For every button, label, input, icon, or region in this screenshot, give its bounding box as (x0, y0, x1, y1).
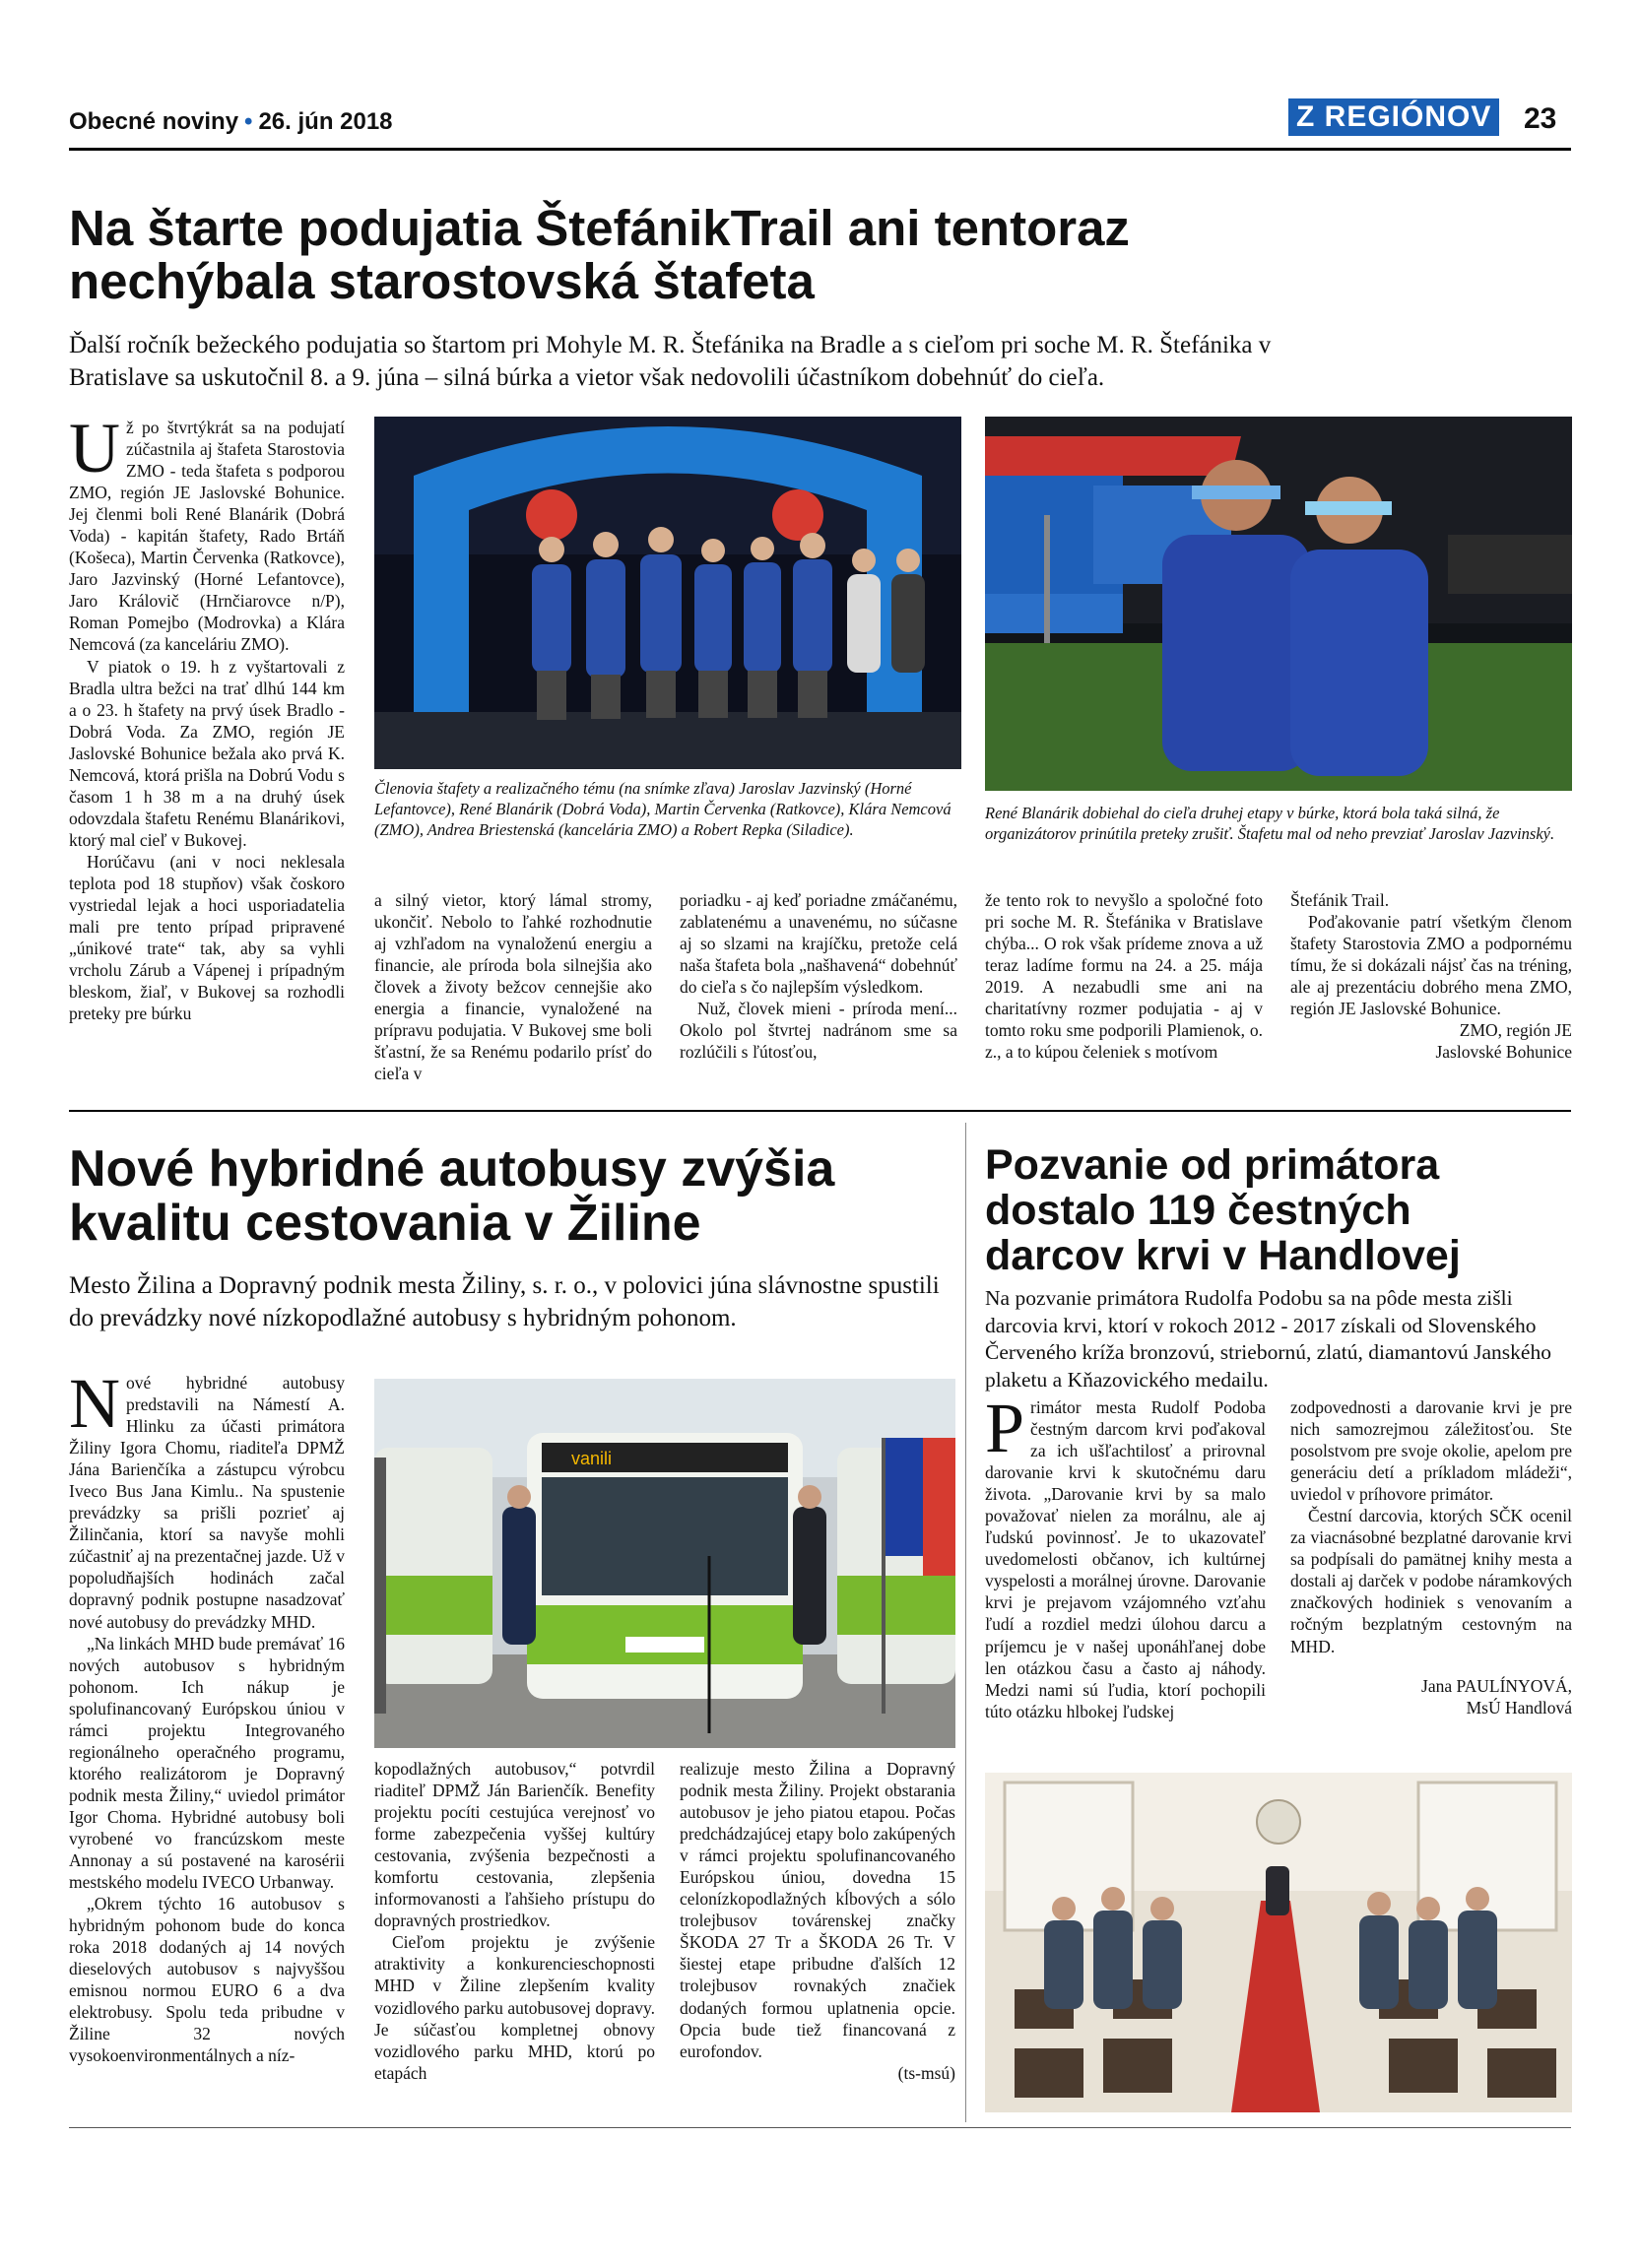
article3-dropcap: P (985, 1389, 1025, 1467)
article2-dropcap: N (69, 1364, 120, 1443)
article1-lead-line1: Ďalší ročník bežeckého podujatia so štartom pri Mohyle M. R. Štefánika na Bradle a s cieľom pri soche M. R. Štefánika v (69, 332, 1272, 358)
article1-caption1: Členovia štafety a realizačného tému (na snímke zľava) Jaroslav Jazvinský (Horné Lefantovce), René Blanárik (Dobrá Voda), Martin Červenka (Ratkovce), Klára Nemcová (ZMO), Andrea Briestenská (kancelária ZMO) a Robert Repka (Siladice). (374, 779, 951, 840)
article1-title-line1: Na štarte podujatia ŠtefánikTrail ani tentoraz (69, 200, 1130, 256)
article2-title-line2: kvalitu cestovania v Žiline (69, 1194, 701, 1252)
article1-column4 (985, 889, 1263, 1063)
column-divider (965, 1123, 966, 2122)
article1-paragraph: Nuž, človek mieni - príroda mení... Okolo pol štvrtej nadránom sme sa rozlúčili s ľútosťou, (680, 999, 957, 1063)
page-number: 23 (1524, 102, 1557, 135)
article3-column1 (985, 1389, 1266, 1722)
article2-title (69, 1142, 955, 1250)
issue-date: 26. jún 2018 (258, 108, 393, 135)
bus-destination-sign: vanili (571, 1449, 613, 1468)
article1-column2 (374, 889, 652, 1084)
article1-signature (1290, 1019, 1572, 1063)
footer-rule (69, 2127, 1571, 2128)
article2-column3 (680, 1758, 955, 2084)
article2-title-line1: Nové hybridné autobusy zvýšia (69, 1140, 835, 1198)
article1-paragraph: Štefánik Trail. (1290, 890, 1390, 910)
article2-paragraph: „Okrem týchto 16 autobusov s hybridným pohonom bude do konca roka 2018 dodaných aj 14 nových dieselových autobusov s najvyššou emisnou normou EURO 6 a dva elektrobusy. Spolu teda pribudne v Žiline 32 nových vysokoenvironmentálnych a níz- (69, 1894, 345, 2066)
article2-signature: (ts-msú) (897, 2062, 955, 2083)
relay-team-photo (374, 417, 961, 769)
article1-title-line2: nechýbala starostovská štafeta (69, 252, 815, 309)
article1-paragraph: Horúčavu (ani v noci neklesala teplota pod 18 stupňov) však čoskoro vystriedal lejak a hoci usporiadatelia mali pre tento prípad pripravené „únikové trate“ tak, aby sa vyhli vrcholu Zárub a Vápenej i prípadným bleskom, žiaľ, v Bukovej sa rozhodli preteky pre búrku (69, 851, 345, 1024)
section-tag: Z REGIÓNOV (1288, 98, 1499, 136)
article1-paragraph: poriadku - aj keď poriadne zmáčanému, zablatenému a unavenému, no súčasne aj so slzami na krajíčku, pretože celá naša štafeta bola „našhavená“ dobehnúť do cieľa s čo najlepším výsledkom. (680, 890, 957, 998)
masthead (69, 108, 393, 136)
article1-paragraph: že tento rok to nevyšlo a spoločné foto pri soche M. R. Štefánika v Bratislave chýba... O rok však prídeme znova a už teraz ladíme formu na 24. a 25. mája 2019. A nezabudli sme ani na charitatívny rozmer podujatia - aj v tomto roku sme podporili Plamienok, o. z., a to kúpou čeleniek s motívom (985, 890, 1263, 1063)
article1-paragraph: a silný vietor, ktorý lámal stromy, ukončiť. Nebolo to ľahké rozhodnutie aj vzhľadom na vynaloženú energiu a financie, ale príroda bola silnejšia ako človek a životy bežcov cennejšie ako energia a financie, vynaložené na prípravu podujatia. V Bukovej sme boli šťastní, že sa Renému podarilo prísť do cieľa v (374, 890, 652, 1084)
article2-column2 (374, 1758, 655, 2084)
article3-title-line3: darcov krvi v Handlovej (985, 1232, 1461, 1279)
article2-column1 (69, 1364, 345, 2067)
separator-dot: • (244, 108, 253, 135)
article1-column5 (1290, 889, 1572, 1063)
article1-column1 (69, 409, 345, 1024)
section-divider (69, 1110, 1571, 1112)
article3-paragraph: rimátor mesta Rudolf Podoba čestným darcom krvi poďakoval za ich ušľachtilosť a prirovnal darovanie krvi k skutočnému daru života. „Darovanie krvi by sa malo považovať nielen za morálnu, ale aj ľudskú povinnosť. Je to ukazovateľ uvedomelosti občanov, ich kultúrnej vyspelosti a morálnej úrovne. Darovanie krvi je prejavom vzájomného vzťahu ľudí a rozdiel medzi úlohou darcu a príjemcu je v našej uponáhľanej dobe len otázkou času a často aj náhody. Medzi nami sú ľudia, ktorí pochopili túto otázku hlbokej ľudskej (985, 1397, 1266, 1721)
article2-paragraph: realizuje mesto Žilina a Dopravný podnik mesta Žiliny. Projekt obstarania autobusov je jeho piatou etapou. Počas predchádzajúcej etapy bolo zakúpených v rámci projektu spolufinancovaného Európskou úniou, dovedna 15 celonízkopodlažných kĺbových a sólo trolejbusov továrenskej značky ŠKODA 27 Tr a ŠKODA 26 Tr. V šiestej etape pribudne ďalších 12 trolejbusov rovnakých značiek dodaných formou uplatnenia opcie. Opcia bude tiež financovaná z eurofondov. (680, 1759, 955, 2061)
article1-dropcap: U (69, 409, 120, 487)
article3-paragraph: zodpovednosti a darovanie krvi je pre nich samozrejmou záležitosťou. Ste posolstvom pre svoje okolie, apelom pre generáciu detí a príkladom mládeži“, uviedol v príhovore primátor. (1290, 1397, 1572, 1505)
article1-caption2: René Blanárik dobiehal do cieľa druhej etapy v búrke, ktorá bola taká silná, že organizátorov prinútila preteky zrušiť. Štafetu mal od neho prevziať Jaroslav Jazvinský. (985, 804, 1555, 844)
two-runners-photo (985, 417, 1572, 791)
article3-title-line1: Pozvanie od primátora (985, 1141, 1440, 1189)
article3-lead: Na pozvanie primátora Rudolfa Podobu sa na pôde mesta zišli darcovia krvi, ktorí v rokoch 2012 - 2017 získali od Slovenského Červeného kríža bronzovú, striebornú, zlatú, diamantovú Janského plaketu a Kňazovického medailu. (985, 1286, 1551, 1392)
article3-signature (1290, 1675, 1572, 1718)
article1-column3 (680, 889, 957, 1063)
article1-lead (69, 330, 1576, 394)
article3-title (985, 1142, 1576, 1278)
article3-signature-line2: MsÚ Handlová (1466, 1697, 1572, 1717)
article2-lead: Mesto Žilina a Dopravný podnik mesta Žiliny, s. r. o., v polovici júna slávnostne spustili do prevádzky nové nízkopodlažné autobusy s hybridným pohonom. (69, 1272, 940, 1331)
article1-title (69, 202, 1576, 307)
article3-column2 (1290, 1396, 1572, 1718)
article2-paragraph: kopodlažných autobusov,“ potvrdil riaditeľ DPMŽ Ján Barienčík. Benefity projektu pocíti cestujúca verejnosť vo forme zabezpečenia vyššej kultúry cestovania, zvýšenia bezpečnosti a komfortu cestovania, zlepšenia informovanosti a ľahšieho prístupu do dopravných prostriedkov. (374, 1759, 655, 1931)
hybrid-bus-photo (374, 1379, 955, 1748)
article1-paragraph: V piatok o 19. h z vyštartovali z Bradla ultra bežci na trať dlhú 144 km a o 23. h štafety na prvý úsek Bradlo - Dobrá Voda. Za ZMO, región JE Jaslovské Bohunice bežala ako prvá K. Nemcová, ktorá prišla na Dobrú Vodu s časom 1 h 38 m a na druhý úsek odovzdala štafetu Renému Blanárikovi, ktorý mal cieľ v Bukovej. (69, 656, 345, 850)
article2-paragraph: „Na linkách MHD bude premávať 16 nových autobusov s hybridným pohonom. Ich nákup je spolufinancovaný Európskou úniou v rámci projektu Integrovaného regionálneho operačného programu, ktorého realizátorom je Dopravný podnik mesta Žiliny,“ uviedol primátor Igor Choma. Hybridné autobusy boli vyrobené vo francúzskom meste Annonay a sú postavené na karosérii mestského modelu IVECO Urbanway. (69, 1633, 345, 1893)
article1-paragraph: ž po štvrtýkrát sa na podujatí zúčastnila aj štafeta Starostovia ZMO - teda štafeta s podporou ZMO, región JE Jaslovské Bohunice. Jej členmi boli René Blanárik (Dobrá Voda) - kapitán štafety, Rado Brtáň (Košeca), Martin Červenka (Ratkovce), Jaro Jazvinský (Horné Lefantovce), Jaro Královič (Hrnčiarovce n/P), Roman Pomejbo (Modrovka) a Klára Nemcová (za kanceláriu ZMO). (69, 418, 345, 655)
ceremony-hall-photo (985, 1773, 1572, 2112)
header-rule (69, 148, 1571, 151)
paper-name: Obecné noviny (69, 108, 239, 135)
article2-paragraph: ové hybridné autobusy predstavili na Námestí A. Hlinku za účasti primátora Žiliny Igora Chomu, riaditeľa DPMŽ Jána Barienčíka a zástupcu výrobcu Iveco Bus Jana Kimlu.. Na spustenie prevádzky sa prišli pozrieť aj Žilinčania, ktorí sa navyše mohli zúčastniť aj na prezentačnej jazde. Už v popoludňajších hodinách začal dopravný podnik postupne nasadzovať nové autobusy do prevádzky MHD. (69, 1373, 345, 1632)
article1-signature-line2: Jaslovské Bohunice (1435, 1042, 1572, 1063)
article2-paragraph: Cieľom projektu je zvýšenie atraktivity a konkurencieschopnosti MHD v Žiline zlepšením kvality vozidlového parku autobusovej dopravy. Je súčasťou kompletnej obnovy vozidlového parku MHD, ktorú po etapách (374, 1932, 655, 2083)
article1-signature-line1: ZMO, región JE (1459, 1020, 1572, 1041)
article3-title-line2: dostalo 119 čestných (985, 1187, 1411, 1234)
article1-lead-line2: Bratislave sa uskutočnil 8. a 9. júna – silná búrka a vietor však nedovolili účastníkom dobehnúť do cieľa. (69, 363, 1105, 391)
article1-paragraph: Poďakovanie patrí všetkým členom štafety Starostovia ZMO a podpornému tímu, že si dokázali nájsť čas na tréning, ale aj prezentáciu dobrého mena ZMO, región JE Jaslovské Bohunice. (1290, 912, 1572, 1019)
article3-signature-line1: Jana PAULÍNYOVÁ, (1421, 1675, 1572, 1696)
article3-paragraph: Čestní darcovia, ktorých SČK ocenil za viacnásobné bezplatné darovanie krvi sa podpísali do pamätnej knihy mesta a dostali aj darček v podobe náramkových značkových hodiniek s venovaním a ročným bezplatným cestovným na MHD. (1290, 1506, 1572, 1656)
